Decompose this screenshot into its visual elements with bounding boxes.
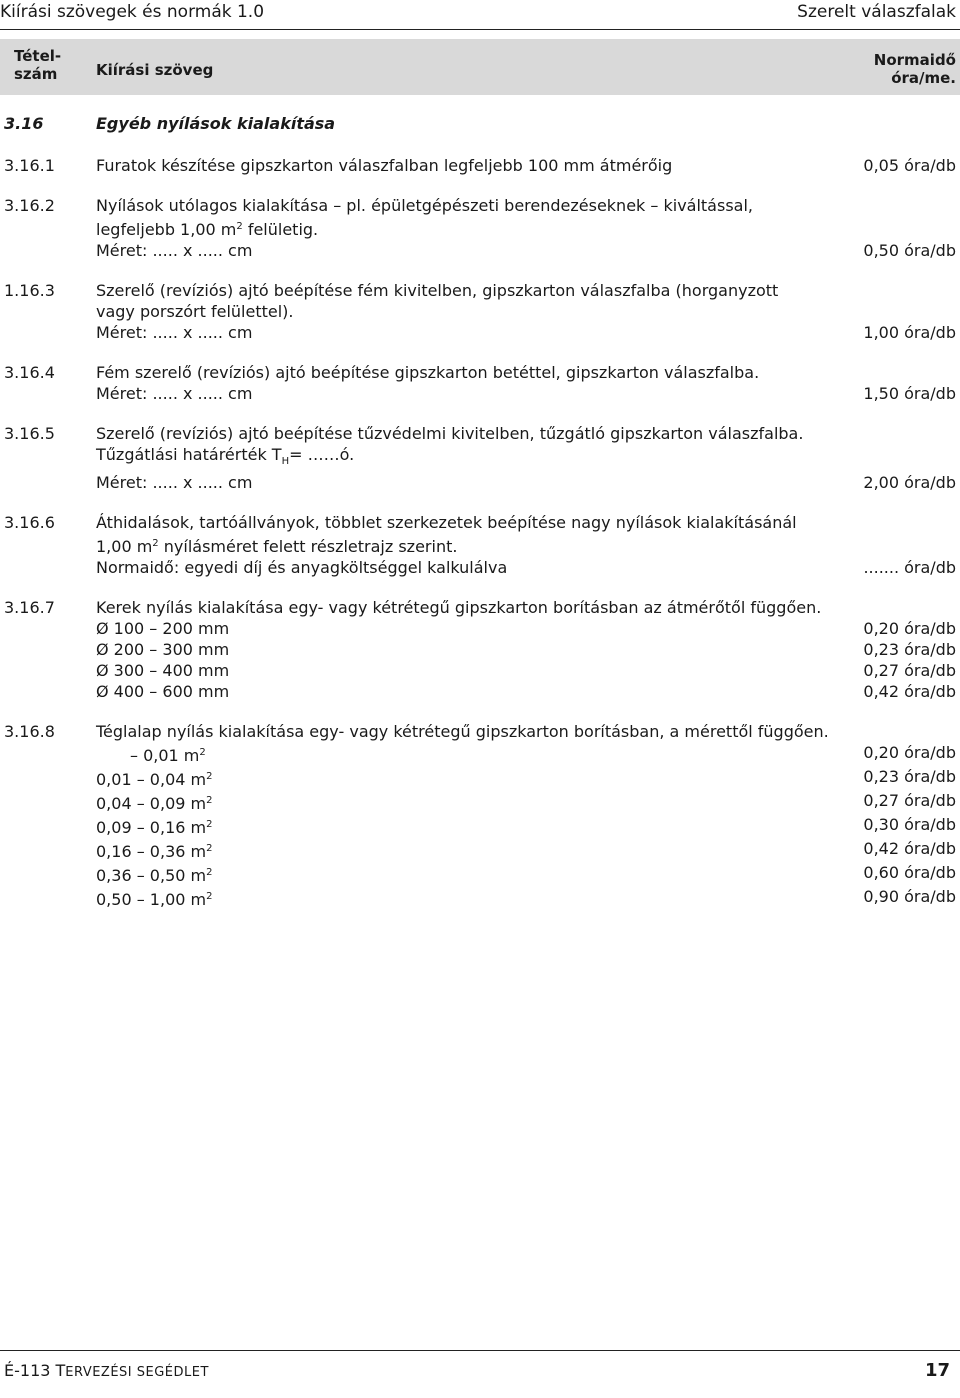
item-norm: 0,05 óra/db	[863, 156, 956, 175]
item-number: 3.16.5	[4, 424, 55, 443]
item-size: Méret: ..... x ..... cm	[96, 241, 253, 260]
item-number: 3.16.1	[4, 156, 55, 175]
list-item	[4, 362, 956, 404]
section-title: Egyéb nyílások kialakítása	[96, 114, 336, 133]
list-item	[4, 512, 956, 578]
size-row: Ø 300 – 400 mm 0,27 óra/db	[96, 661, 956, 680]
item-norm: 0,23 óra/db	[863, 640, 956, 659]
item-text: Furatok készítése gipszkarton válaszfalban legfeljebb 100 mm átmérőig	[96, 156, 673, 175]
size-row: 0,04 – 0,09 $m^2$ 0,27 óra/db	[96, 791, 956, 813]
item-text: Áthidalások, tartóállványok, többlet szerkezetek beépítése nagy nyílások kialakításánál	[96, 513, 797, 532]
item-number: 3.16.7	[4, 598, 55, 617]
item-norm: 0,23 óra/db	[863, 767, 956, 786]
item-norm: 0,60 óra/db	[863, 863, 956, 882]
size-row: 0,36 – 0,50 $m^2$ 0,60 óra/db	[96, 863, 956, 885]
item-text: legfeljebb 1,00 $m^2$ felületig.	[96, 220, 319, 239]
item-text: Kerek nyílás kialakítása egy- vagy kétrétegű gipszkarton borításban az átmérőtől függően.	[96, 598, 822, 617]
item-norm: 0,20 óra/db	[863, 619, 956, 638]
column-header-bar	[0, 39, 960, 95]
chapter-title: Szerelt válaszfalak	[797, 2, 956, 22]
item-size: Méret: ..... x ..... cm	[96, 384, 253, 403]
item-text: Téglalap nyílás kialakítása egy- vagy kétrétegű gipszkarton borításban, a mérettől függően.	[96, 722, 829, 741]
size-row: 0,01 – 0,04 $m^2$ 0,23 óra/db	[96, 767, 956, 789]
item-size: Méret: ..... x ..... cm	[96, 323, 253, 342]
item-norm: 1,50 óra/db	[863, 384, 956, 403]
footer-divider	[0, 1350, 960, 1351]
item-text: 1,00 $m^2$ nyílásméret felett részletrajz szerint.	[96, 537, 458, 556]
item-norm: 0,30 óra/db	[863, 815, 956, 834]
item-norm: 2,00 óra/db	[863, 473, 956, 492]
document-title: Kiírási szövegek és normák 1.0	[0, 2, 265, 22]
item-norm: 0,50 óra/db	[863, 241, 956, 260]
item-norm: ....... óra/db	[863, 558, 956, 577]
size-row: Ø 400 – 600 mm 0,42 óra/db	[96, 682, 956, 701]
list-item	[4, 423, 956, 493]
list-item	[4, 597, 956, 702]
list-item	[4, 721, 956, 910]
item-norm: 1,00 óra/db	[863, 323, 956, 342]
list-item	[4, 280, 956, 343]
item-text: Normaidő: egyedi díj és anyagköltséggel kalkulálva	[96, 558, 508, 577]
list-item	[4, 155, 956, 176]
item-norm: 0,27 óra/db	[863, 791, 956, 810]
item-number: 1.16.3	[4, 281, 55, 300]
item-text: Szerelő (revíziós) ajtó beépítése tűzvédelmi kivitelben, tűzgátló gipszkarton válaszfalba.	[96, 424, 804, 443]
item-number: 3.16.4	[4, 363, 55, 382]
list-item	[4, 195, 956, 261]
size-row: 0,16 – 0,36 $m^2$ 0,42 óra/db	[96, 839, 956, 861]
item-number: 3.16.6	[4, 513, 55, 532]
column-header-number: Tétel- szám	[14, 47, 62, 83]
column-header-text: Kiírási szöveg	[96, 61, 214, 79]
item-text: Tűzgátlási határérték $T_H=$ ……ó.	[96, 445, 355, 467]
header-divider	[0, 29, 960, 30]
item-norm: 0,90 óra/db	[863, 887, 956, 906]
size-row: 0,50 – 1,00 $m^2$ 0,90 óra/db	[96, 887, 956, 909]
item-text: Nyílások utólagos kialakítása – pl. épületgépészeti berendezéseknek – kiváltással,	[96, 196, 753, 215]
item-text: Fém szerelő (revíziós) ajtó beépítése gipszkarton betéttel, gipszkarton válaszfalba.	[96, 363, 760, 382]
item-norm: 0,42 óra/db	[863, 839, 956, 858]
item-text: vagy porszórt felülettel).	[96, 302, 294, 321]
item-list	[4, 155, 956, 929]
section-number: 3.16	[4, 114, 44, 133]
column-header-norm: Normaidő óra/me.	[873, 51, 956, 87]
page-number: 17	[924, 1360, 950, 1381]
size-row: Ø 100 – 200 mm 0,20 óra/db	[96, 619, 956, 638]
section-heading	[4, 114, 336, 133]
item-size: Méret: ..... x ..... cm	[96, 473, 253, 492]
item-number: 3.16.2	[4, 196, 55, 215]
size-row: Ø 200 – 300 mm 0,23 óra/db	[96, 640, 956, 659]
item-norm: 0,20 óra/db	[863, 743, 956, 762]
size-row: – 0,01 $m^2$ 0,20 óra/db	[130, 743, 956, 765]
size-row: 0,09 – 0,16 $m^2$ 0,30 óra/db	[96, 815, 956, 837]
item-norm: 0,42 óra/db	[863, 682, 956, 701]
item-text: Szerelő (revíziós) ajtó beépítése fém kivitelben, gipszkarton válaszfalba (horganyzott	[96, 281, 779, 300]
item-number: 3.16.8	[4, 722, 55, 741]
footer-publication: É-113 TERVEZÉSI SEGÉDLET	[4, 1361, 209, 1380]
item-norm: 0,27 óra/db	[863, 661, 956, 680]
